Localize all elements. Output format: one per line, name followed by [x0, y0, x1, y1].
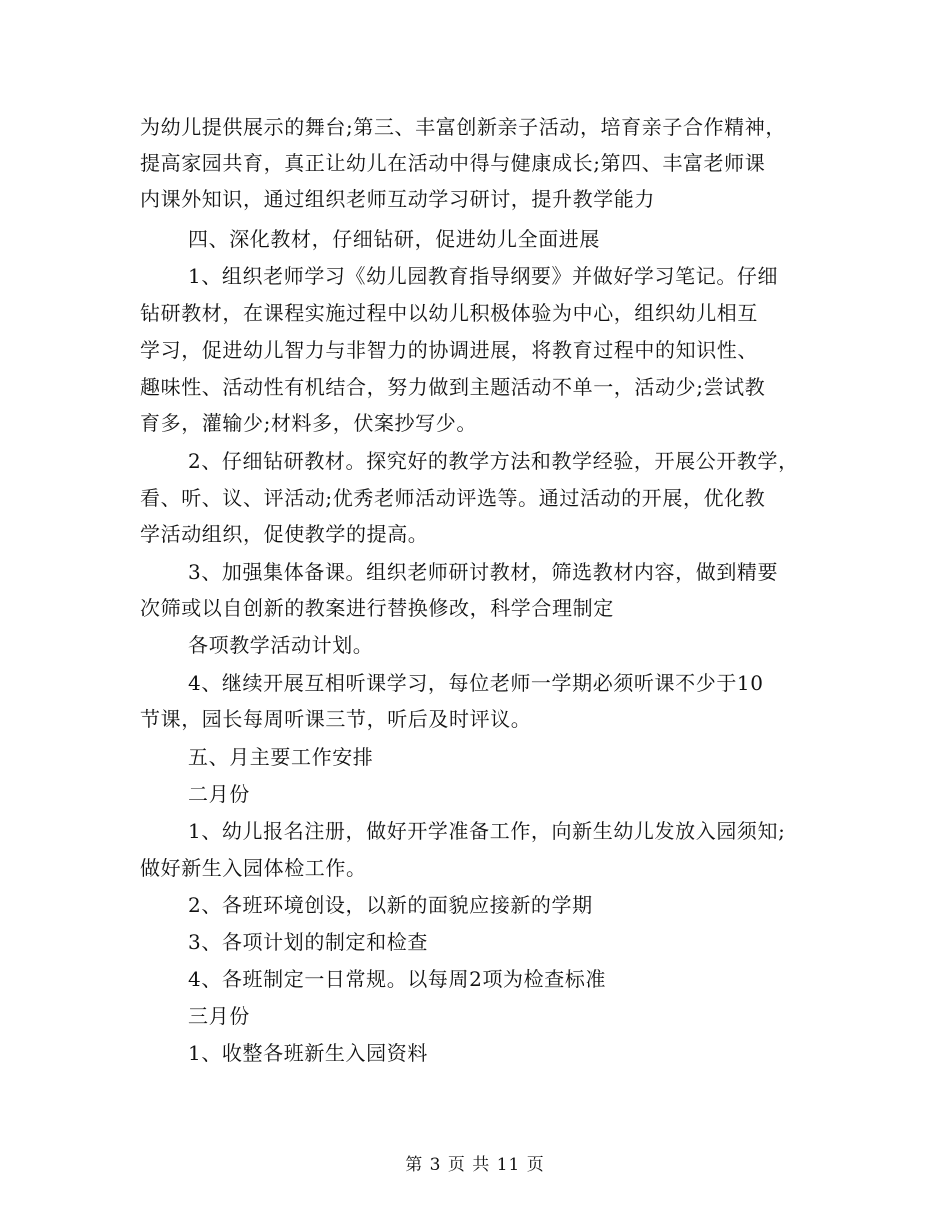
- paragraph-line: 次筛或以自创新的教案进行替换修改，科学合理制定: [140, 596, 614, 620]
- paragraph-line: 提高家园共育，真正让幼儿在活动中得与健康成长;第四、丰富老师课: [140, 151, 766, 175]
- list-item: 1、收整各班新生入园资料: [188, 1041, 428, 1065]
- paragraph-line: 为幼儿提供展示的舞台;第三、丰富创新亲子活动，培育亲子合作精神，: [140, 115, 786, 139]
- paragraph-line: 1、幼儿报名注册，做好开学准备工作，向新生幼儿发放入园须知;: [188, 819, 786, 843]
- list-item: 4、各班制定一日常规。以每周2项为检查标准: [188, 967, 607, 991]
- paragraph-line: 1、组织老师学习《幼儿园教育指导纲要》并做好学习笔记。仔细: [188, 264, 779, 288]
- paragraph-line: 看、听、议、评活动;优秀老师活动评选等。通过活动的开展，优化教: [140, 486, 766, 510]
- paragraph-line: 做好新生入园体检工作。: [140, 856, 367, 880]
- page-footer: 第 3 页 共 11 页: [405, 1155, 545, 1175]
- paragraph-line: 学习，促进幼儿智力与非智力的协调进展，将教育过程中的知识性、: [140, 338, 758, 362]
- section-heading: 五、月主要工作安排: [188, 745, 374, 769]
- list-item: 3、各项计划的制定和检查: [188, 930, 428, 954]
- paragraph-line: 趣味性、活动性有机结合，努力做到主题活动不单一，活动少;尝试教: [140, 375, 766, 399]
- paragraph-line: 钻研教材，在课程实施过程中以幼儿积极体验为中心，组织幼儿相互: [140, 301, 758, 325]
- paragraph-line: 各项教学活动计划。: [188, 633, 374, 657]
- paragraph-line: 育多，灌输少;材料多，伏案抄写少。: [140, 411, 477, 435]
- paragraph-line: 4、继续开展互相听课学习，每位老师一学期必须听课不少于10: [188, 671, 764, 695]
- section-heading: 四、深化教材，仔细钻研，促进幼儿全面进展: [188, 227, 600, 251]
- paragraph-line: 节课，园长每周听课三节，听后及时评议。: [140, 707, 532, 731]
- paragraph-line: 2、仔细钻研教材。探究好的教学方法和教学经验，开展公开教学，: [188, 449, 799, 473]
- paragraph-line: 学活动组织，促使教学的提高。: [140, 522, 429, 546]
- month-heading: 三月份: [188, 1004, 250, 1028]
- paragraph-line: 3、加强集体备课。组织老师研讨教材，筛选教材内容，做到精要: [188, 560, 779, 584]
- month-heading: 二月份: [188, 782, 250, 806]
- list-item: 2、各班环境创设，以新的面貌应接新的学期: [188, 893, 593, 917]
- paragraph-line: 内课外知识，通过组织老师互动学习研讨，提升教学能力: [140, 187, 655, 211]
